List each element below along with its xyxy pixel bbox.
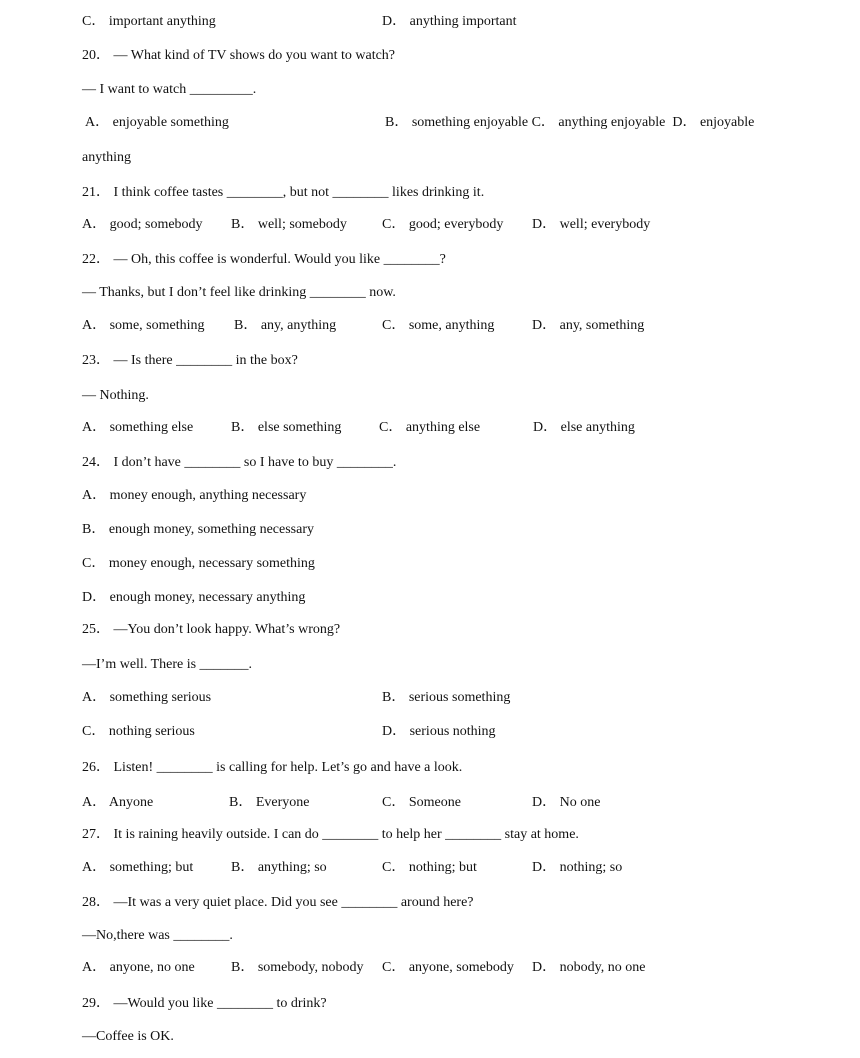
question-21-option-b: B． well; somebody	[231, 217, 347, 232]
question-29-stem: 29． —Would you like ________ to drink?	[82, 996, 327, 1011]
question-24-option-a: A． money enough, anything necessary	[82, 488, 307, 503]
question-24-option-d: D． enough money, necessary anything	[82, 590, 306, 605]
question-23-reply: — Nothing.	[82, 388, 149, 403]
question-28-reply: —No,there was ________.	[82, 928, 233, 943]
question-28-option-c: C． anyone, somebody	[382, 960, 514, 975]
question-25-option-a: A． something serious	[82, 690, 212, 705]
question-28-option-a: A． anyone, no one	[82, 960, 195, 975]
question-26-option-b: B． Everyone	[229, 795, 310, 810]
question-24-option-c: C． money enough, necessary something	[82, 556, 315, 571]
question-25-stem: 25． —You don’t look happy. What’s wrong?	[82, 622, 341, 637]
question-22-stem: 22． — Oh, this coffee is wonderful. Would you like ________?	[82, 252, 446, 267]
question-24-option-b: B． enough money, something necessary	[82, 522, 314, 537]
question-26-option-d: D． No one	[532, 795, 601, 810]
question-28-stem: 28． —It was a very quiet place. Did you see ________ around here?	[82, 895, 474, 910]
question-22-reply: — Thanks, but I don’t feel like drinking ________ now.	[82, 285, 396, 300]
question-26-option-a: A． Anyone	[82, 795, 154, 810]
question-23-option-c: C． anything else	[379, 420, 481, 435]
question-28-option-d: D． nobody, no one	[532, 960, 646, 975]
question-23-option-a: A． something else	[82, 420, 194, 435]
question-27-stem: 27． It is raining heavily outside. I can do ________ to help her ________ stay at home.	[82, 827, 579, 842]
question-25-option-d: D． serious nothing	[382, 724, 496, 739]
question-20-options-bcd: B． something enjoyable C． anything enjoyable D． enjoyable	[385, 115, 755, 130]
question-23-option-d: D． else anything	[533, 420, 635, 435]
question-21-option-c: C． good; everybody	[382, 217, 504, 232]
question-20-stem: 20． — What kind of TV shows do you want to watch?	[82, 48, 396, 63]
question-24-stem: 24． I don’t have ________ so I have to buy ________.	[82, 455, 397, 470]
question-25-reply: —I’m well. There is _______.	[82, 657, 253, 672]
option-c: C． important anything	[82, 14, 216, 29]
question-26-stem: 26． Listen! ________ is calling for help. Let’s go and have a look.	[82, 760, 463, 775]
question-23-stem: 23． — Is there ________ in the box?	[82, 353, 298, 368]
question-22-option-a: A． some, something	[82, 318, 205, 333]
question-22-option-d: D． any, something	[532, 318, 645, 333]
question-20-wrap: anything	[82, 150, 131, 165]
question-20-reply: — I want to watch _________.	[82, 82, 257, 97]
question-21-stem: 21． I think coffee tastes ________, but not ________ likes drinking it.	[82, 185, 485, 200]
question-20-option-a: A． enjoyable something	[85, 115, 229, 130]
question-29-reply: —Coffee is OK.	[82, 1029, 174, 1044]
question-23-option-b: B． else something	[231, 420, 342, 435]
option-d: D． anything important	[382, 14, 517, 29]
question-25-option-b: B． serious something	[382, 690, 511, 705]
question-28-option-b: B． somebody, nobody	[231, 960, 364, 975]
question-22-option-c: C． some, anything	[382, 318, 495, 333]
question-25-option-c: C． nothing serious	[82, 724, 195, 739]
question-27-option-d: D． nothing; so	[532, 860, 623, 875]
question-22-option-b: B． any, anything	[234, 318, 337, 333]
question-27-option-a: A． something; but	[82, 860, 194, 875]
question-27-option-b: B． anything; so	[231, 860, 327, 875]
question-26-option-c: C． Someone	[382, 795, 461, 810]
question-21-option-d: D． well; everybody	[532, 217, 651, 232]
question-27-option-c: C． nothing; but	[382, 860, 477, 875]
question-21-option-a: A． good; somebody	[82, 217, 203, 232]
